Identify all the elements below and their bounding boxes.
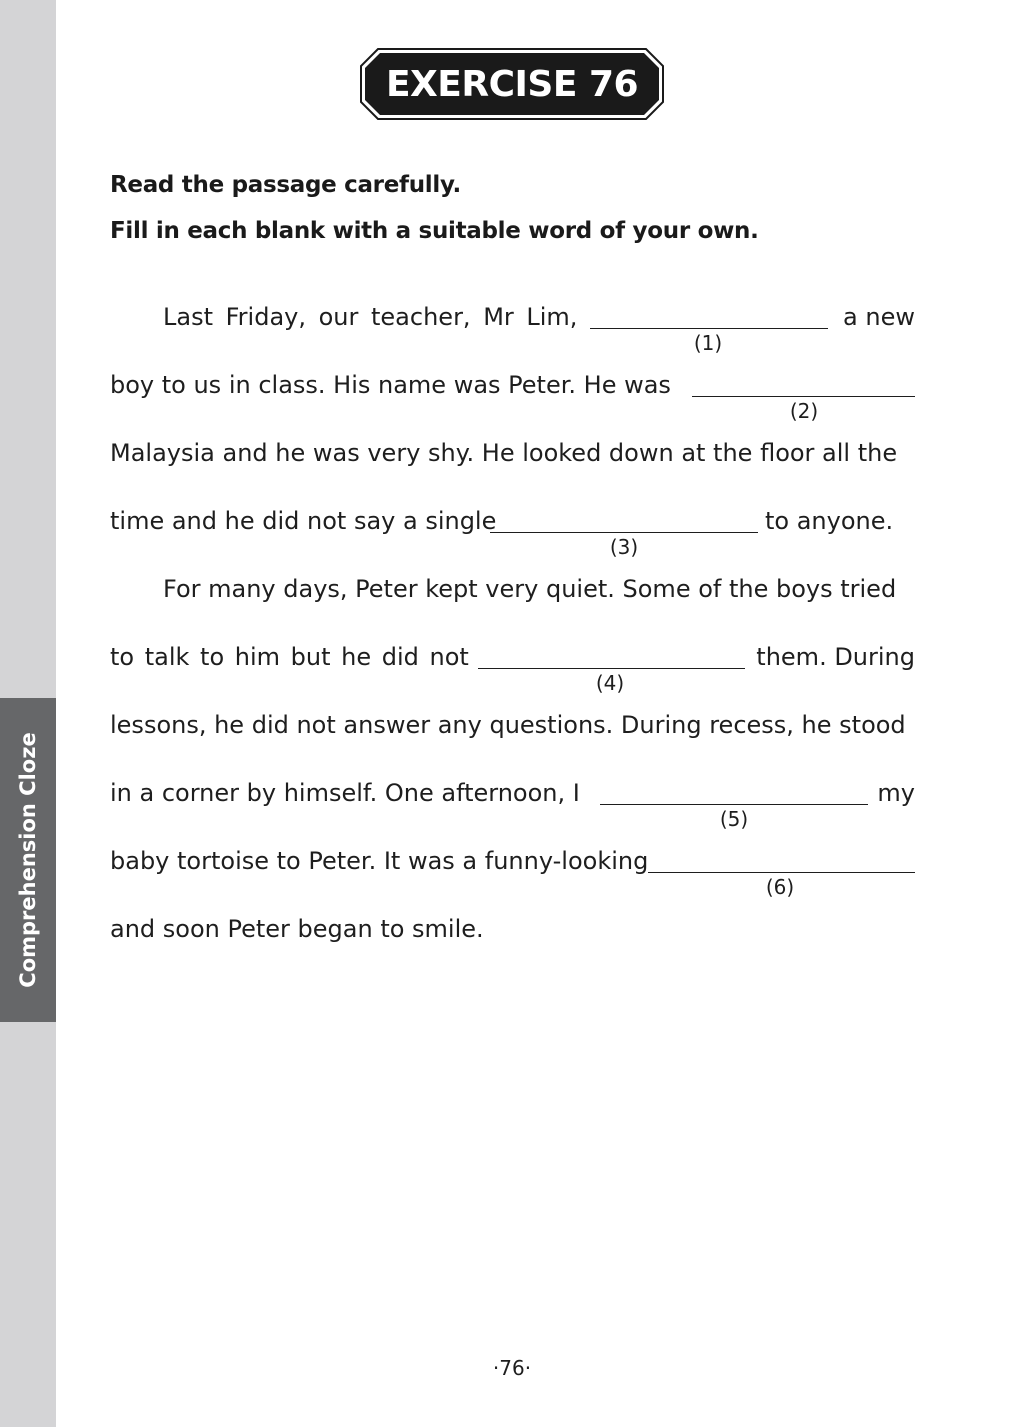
passage-text: time and he did not say a single	[110, 507, 497, 535]
passage-text: boy to us in class. His name was Peter. He was	[110, 371, 671, 399]
blank-number: (4)	[595, 671, 625, 695]
passage-text: them. During	[756, 643, 915, 671]
passage-text: to talk to him but he did not	[110, 643, 469, 671]
passage-text: to anyone.	[765, 507, 894, 535]
passage-text: For many days, Peter kept very quiet. Some of the boys tried	[163, 575, 897, 603]
blank-number: (3)	[609, 535, 639, 559]
passage-text: lessons, he did not answer any questions. During recess, he stood	[110, 711, 906, 739]
blank-6[interactable]	[648, 872, 915, 873]
blank-2[interactable]	[692, 396, 915, 397]
passage-line	[110, 572, 915, 606]
passage-text: in a corner by himself. One afternoon, I	[110, 779, 580, 807]
blank-5[interactable]	[600, 804, 868, 805]
blank-3[interactable]	[490, 532, 758, 533]
passage-text: a new	[843, 303, 915, 331]
exercise-title: EXERCISE 76	[385, 63, 639, 105]
blank-number: (2)	[789, 399, 819, 423]
passage-text: baby tortoise to Peter. It was a funny-looking	[110, 847, 649, 875]
passage-line	[110, 368, 915, 423]
instruction-2: Fill in each blank with a suitable word of your own.	[110, 218, 759, 244]
blank-number: (5)	[719, 807, 749, 831]
instruction-1: Read the passage carefully.	[110, 172, 461, 198]
page-number: ·76·	[492, 1356, 532, 1380]
passage-line	[110, 504, 915, 559]
passage-text: Malaysia and he was very shy. He looked down at the floor all the	[110, 439, 898, 467]
blank-1[interactable]	[590, 328, 828, 329]
passage-text: Last Friday, our teacher, Mr Lim,	[163, 303, 578, 331]
blank-4[interactable]	[478, 668, 745, 669]
blank-number: (6)	[765, 875, 795, 899]
passage-line	[110, 436, 915, 470]
passage-line	[110, 776, 915, 831]
exercise-badge	[360, 48, 664, 120]
passage-line	[110, 300, 915, 355]
passage-line	[110, 912, 915, 946]
blank-number: (1)	[693, 331, 723, 355]
page-number-value: 76	[499, 1356, 525, 1380]
passage-line	[110, 708, 915, 742]
section-tab-label: Comprehension Cloze	[16, 732, 40, 988]
passage-line	[110, 844, 915, 899]
passage-text: my	[877, 779, 915, 807]
passage-line	[110, 640, 915, 695]
passage-text: and soon Peter began to smile.	[110, 915, 484, 943]
